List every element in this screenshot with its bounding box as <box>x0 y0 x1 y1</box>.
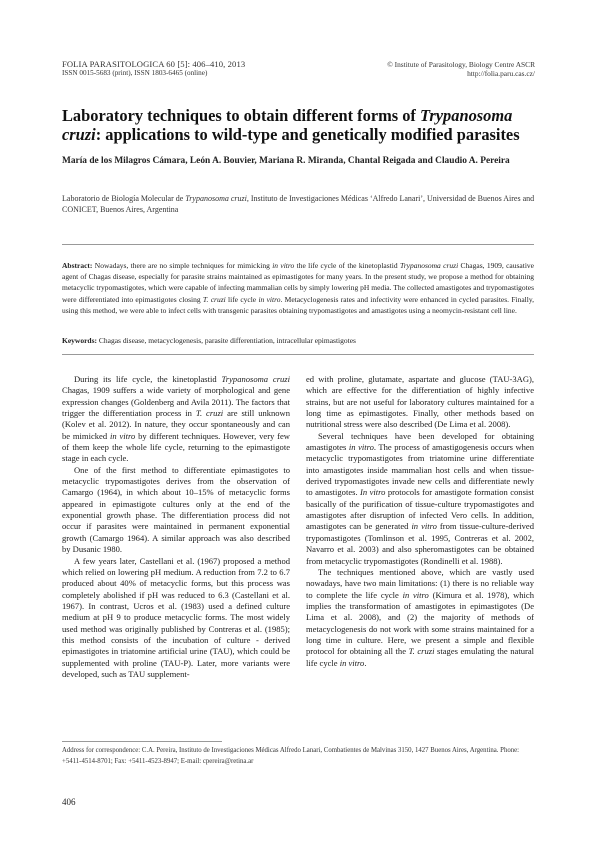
italic-text: In vitro <box>360 487 386 498</box>
text: from tissue-culture-derived trypomastigotes (Tomlinson et al. 1995, Contreras et al. 2002, Navarro et al. 2003) and also spheromastigotes can be obtained from metacyclic trypomastigotes (Rondinelli et al. 1988). <box>306 521 535 566</box>
text: stages emulating the natural life cycle <box>306 646 534 668</box>
copyright: © Institute of Parasitology, Biology Centre ASCR <box>387 60 535 69</box>
italic-text: in vitro <box>411 521 437 532</box>
italic-text: in vitro <box>348 442 374 453</box>
abstract-italic: in vitro <box>272 261 295 270</box>
journal-header <box>62 60 245 78</box>
text: Chagas, 1909 suffers a wide variety of morphological and gene expression changes (Goldenberg and Avila 2011). The factors that trigger the differentiation process in <box>62 385 290 419</box>
text: (Kimura et al. 1978), which implies the transformation of amastigotes in epimastigotes (De Lima et al. 2008), and (2) the majority of methods of metacyclogenesis do not work with some strains maintained for a long time in culture. Here, we present a simple and flexible protocol for obtaining all the <box>306 589 535 657</box>
paragraph: A few years later, Castellani et al. (1967) proposed a method which relied on lowering pH medium. A reduction from 7.2 to 6.7 produced about 40% of metacyclic forms, but this process was completely abolished if pH was reduced to 6.3 (Castellani et al. 1967). In contrast, Ucros et al. (1983) used a defined culture medium at pH 9 to produce metacyclic forms. The most widely used method was originally published by Contreras et al. (1985); this method consists of the incubation of culture - derived epimastigotes in triatomine artificial urine (TAU), which could be supplemented with proline (TAU-P). Later, more variants were developed, such as TAU supplement- <box>62 555 290 679</box>
keywords <box>62 336 534 345</box>
keywords-label: Keywords: <box>62 336 97 345</box>
author-list: María de los Milagros Cámara, León A. Bouvier, Mariana R. Miranda, Chantal Reigada and Claudio A. Pereira <box>62 156 510 166</box>
italic-text: T. cruzi <box>195 408 224 419</box>
abstract-italic: Trypanosoma cruzi <box>399 261 459 270</box>
abstract-label: Abstract: <box>62 261 93 270</box>
paragraph: ed with proline, glutamate, aspartate and glucose (TAU-3AG), which are effective for the differentiation of highly infective strains, but are not useful for laboratory cultures maintained for a long time as epimastigotes. Finally, other methods based on nutritional stress were also described (De Lima et al. 2008). <box>306 374 534 430</box>
italic-text: Trypanosoma cruzi <box>221 374 290 384</box>
italic-text: in vitro <box>402 589 429 600</box>
paragraph <box>306 431 534 567</box>
abstract-text: Nowadays, there are no simple techniques for mimicking <box>92 261 273 270</box>
publisher-header <box>387 60 535 78</box>
text: by different techniques. However, very few of them keep the whole life cycle, returning to the epimastigote stage in each cycle. <box>62 430 290 464</box>
abstract-text: life cycle <box>225 294 259 304</box>
text: The techniques mentioned above, which are vastly used nowadays, have two main limitations: (1) there is no reliable way to complete the life cycle <box>306 566 534 600</box>
italic-text: in vitro <box>109 430 136 441</box>
paragraph <box>306 567 534 669</box>
italic-text: T. cruzi <box>408 646 435 657</box>
paragraph: One of the first method to differentiate epimastigotes to metacyclic trypomastigotes derives from the observation of Camargo (1964), in which about 10–15% of metacyclic forms appeared in epimastigote cultures only at the end of the exponential growth phase. The differentiation process did not occur if parasites were maintained in permanent exponential growth (Camargo 1964). A similar approach was also described by Dusanic 1980. <box>62 464 290 555</box>
text: protocols for amastigote formation consist basically of the purification of tissue-culture trypomastigotes and amastigotes after disruption of infected Vero cells. In addition, amastigotes can be generated <box>306 487 534 532</box>
footnote-divider <box>62 741 222 742</box>
divider <box>62 244 534 245</box>
issn: ISSN 0015-5683 (print), ISSN 1803-6465 (online) <box>62 69 208 77</box>
text: are still unknown (Kolev et al. 2012). In nature, they occur spontaneously and can be mimicked <box>62 408 291 441</box>
title-text: Laboratory techniques to obtain different forms of <box>62 106 420 125</box>
journal-url[interactable]: http://folia.paru.cas.cz/ <box>467 69 535 78</box>
body-column-right <box>306 374 534 669</box>
affiliation-species: Trypanosoma cruzi <box>185 194 247 203</box>
journal-citation: FOLIA PARASITOLOGICA 60 [5]: 406–410, 2013 <box>62 59 246 69</box>
text: Several techniques have been developed for obtaining amastigotes <box>306 430 534 453</box>
abstract <box>62 260 534 316</box>
keywords-text: Chagas disease, metacyclogenesis, parasite differentiation, intracellular epimastigotes <box>97 336 356 345</box>
affiliation <box>62 193 542 215</box>
abstract-italic: in vitro <box>258 294 281 304</box>
text: During its life cycle, the kinetoplastid <box>74 374 222 384</box>
correspondence-address: Address for correspondence: C.A. Pereira, Instituto de Investigaciones Médicas Alfredo Lanari, Combatientes de Malvinas 3150, 1427 Buenos Aires, Argentina. Phone: +5411-4514-8701; Fax: +5411-4523-8947; E-mail: cpereira@retina.ar <box>62 747 520 765</box>
italic-text: in vitro <box>339 657 365 668</box>
abstract-text: Chagas, 1909, causative agent of Chagas disease, especially for parasite strains maintained as epimastigotes for many years. In the present study, we propose a method for obtaining metacyclic trypomastigotes, which were capable of infecting mammalian cells by simply lowering pH media. The collected amastigotes and trypomastigotes were differentiated into epimastigotes closing <box>62 261 534 304</box>
title-text-end: : applications to wild-type and genetically modified parasites <box>95 125 520 144</box>
text: . <box>364 657 367 668</box>
affiliation-text-end: , Instituto de Investigaciones Médicas ‘Alfredo Lanari’, Universidad de Buenos Aires and CONICET, Buenos Aires, Argentina <box>62 194 535 214</box>
abstract-text: . Metacyclogenesis rates and infectivity were enhanced in cycled parasites. Finally, using this method, we were able to infect cells with transgenic parasites obtaining trypomastigotes and amastigotes using a neomycin-resistant cell line. <box>62 294 534 315</box>
title-species: Trypanosoma cruzi <box>62 106 513 144</box>
affiliation-text: Laboratorio de Biología Molecular de <box>62 194 186 203</box>
article-title <box>62 106 542 144</box>
text: . The process of amastigogenesis occurs when metacyclic trypomastigotes from triatomine urine differentiate into amastigotes inside mammalian host cells and when tissue-derived trypomastigotes invade new cells and differentiate newly to amastigotes. <box>306 442 534 498</box>
body-column-left <box>62 374 290 680</box>
page-number: 406 <box>62 797 76 807</box>
abstract-text: the life cycle of the kinetoplastid <box>294 261 400 270</box>
divider <box>62 354 534 355</box>
paragraph <box>62 374 290 465</box>
abstract-italic: T. cruzi <box>202 294 226 304</box>
